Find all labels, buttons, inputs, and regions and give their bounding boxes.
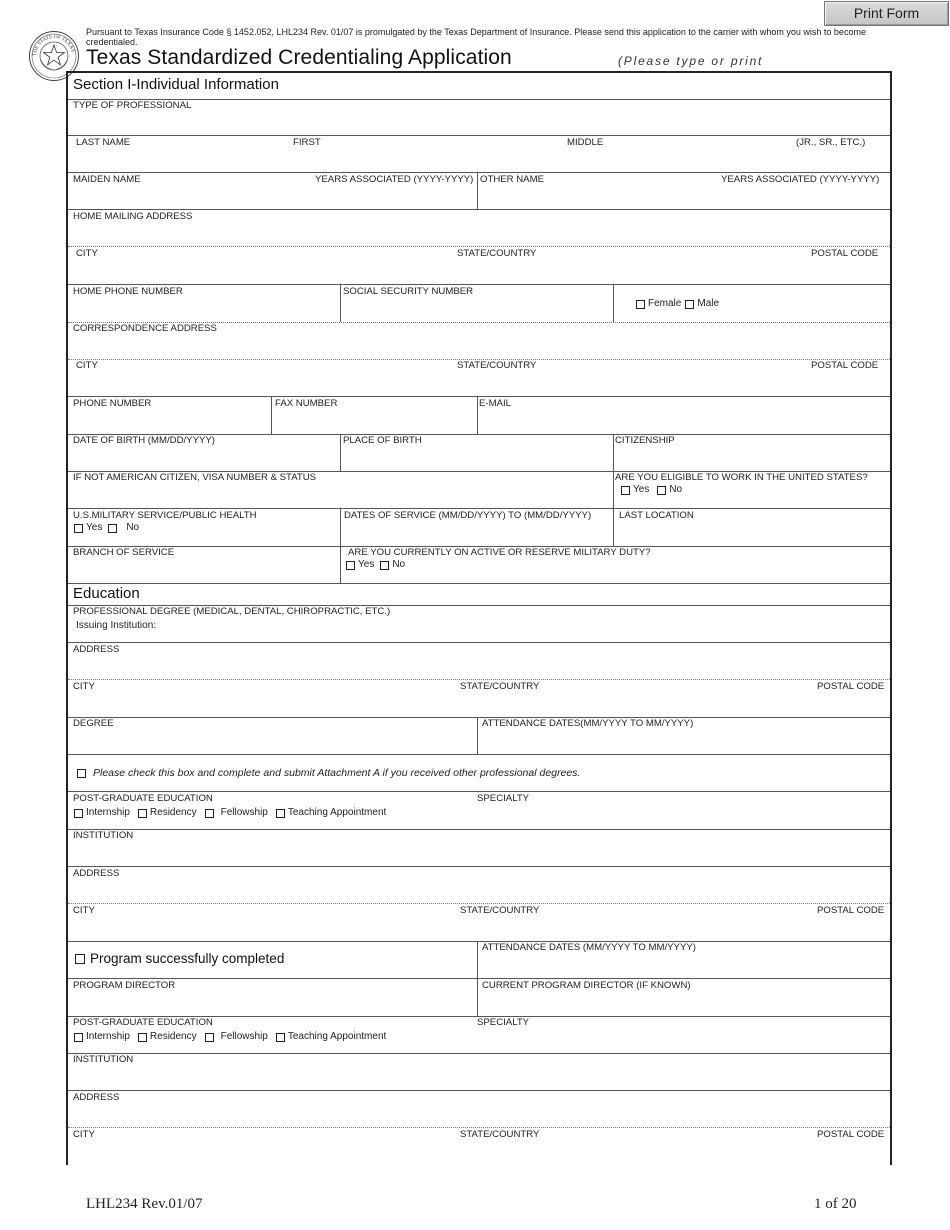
eligible-no-checkbox[interactable] xyxy=(657,486,666,495)
home-postal-code-field[interactable]: POSTAL CODE xyxy=(811,248,879,259)
type-of-professional-field[interactable]: TYPE OF PROFESSIONAL xyxy=(73,100,192,111)
degree-field[interactable]: DEGREE xyxy=(73,718,114,729)
divider xyxy=(68,508,890,509)
maiden-years-associated-field[interactable]: YEARS ASSOCIATED (YYYY-YYYY) xyxy=(315,174,474,185)
postgrad1-residency-checkbox[interactable] xyxy=(138,809,147,818)
gender-options xyxy=(636,298,719,310)
program-completed-option xyxy=(75,951,284,966)
active-duty-question: ARE YOU CURRENTLY ON ACTIVE OR RESERVE MILITARY DUTY? xyxy=(348,547,651,558)
issuing-institution-field[interactable]: Issuing Institution: xyxy=(76,620,157,631)
postgrad1-residency-label: Residency xyxy=(149,807,197,818)
postgrad2-institution-field[interactable]: INSTITUTION xyxy=(73,1054,134,1065)
eligible-to-work-options xyxy=(621,484,682,496)
attachment-a-text: Please check this box and complete and submit Attachment A if you received other professional degrees. xyxy=(93,767,581,779)
postgrad1-city-field[interactable]: CITY xyxy=(73,905,95,916)
degree-address-field[interactable]: ADDRESS xyxy=(73,644,120,655)
postgrad1-internship-label: Internship xyxy=(86,807,130,818)
divider xyxy=(477,396,478,434)
attachment-a-note xyxy=(77,767,580,779)
active-duty-no-label: No xyxy=(392,559,406,570)
divider xyxy=(68,1090,890,1091)
military-no-checkbox[interactable] xyxy=(108,524,117,533)
male-label: Male xyxy=(697,298,720,309)
military-service-question: U.S.MILITARY SERVICE/PUBLIC HEALTH xyxy=(73,510,257,521)
postgrad2-residency-checkbox[interactable] xyxy=(138,1033,147,1042)
postgrad2-city-field[interactable]: CITY xyxy=(73,1129,95,1140)
postgrad2-address-field[interactable]: ADDRESS xyxy=(73,1092,120,1103)
form-id: LHL234 Rev.01/07 xyxy=(86,1196,203,1212)
male-checkbox[interactable] xyxy=(685,300,694,309)
last-location-field[interactable]: LAST LOCATION xyxy=(619,510,694,521)
attachment-a-checkbox[interactable] xyxy=(77,769,86,778)
divider xyxy=(68,754,890,755)
home-phone-field[interactable]: HOME PHONE NUMBER xyxy=(73,286,183,297)
divider xyxy=(68,903,890,904)
current-program-director-field[interactable]: CURRENT PROGRAM DIRECTOR (IF KNOWN) xyxy=(482,980,691,991)
program-completed-checkbox[interactable] xyxy=(75,954,85,964)
print-form-button[interactable]: Print Form xyxy=(824,1,949,26)
home-state-country-field[interactable]: STATE/COUNTRY xyxy=(457,248,537,259)
divider xyxy=(68,172,890,173)
divider xyxy=(68,396,890,397)
postgrad1-specialty-field[interactable]: SPECIALTY xyxy=(477,793,530,804)
postgrad1-fellowship-checkbox[interactable] xyxy=(205,809,214,818)
professional-degree-field[interactable]: PROFESSIONAL DEGREE (MEDICAL, DENTAL, CHIROPRACTIC, ETC.) xyxy=(73,606,391,617)
divider xyxy=(68,829,890,830)
degree-city-field[interactable]: CITY xyxy=(73,681,95,692)
place-of-birth-field[interactable]: PLACE OF BIRTH xyxy=(343,435,422,446)
maiden-name-field[interactable]: MAIDEN NAME xyxy=(73,174,141,185)
postgrad1-type-options xyxy=(74,807,386,819)
divider xyxy=(68,679,890,680)
divider xyxy=(68,717,890,718)
program-director-field[interactable]: PROGRAM DIRECTOR xyxy=(73,980,176,991)
citizenship-field[interactable]: CITIZENSHIP xyxy=(615,435,675,446)
eligible-to-work-question: ARE YOU ELIGIBLE TO WORK IN THE UNITED STATES? xyxy=(615,472,868,483)
postgrad1-postal-code-field[interactable]: POSTAL CODE xyxy=(817,905,885,916)
postgrad2-type-options xyxy=(74,1031,386,1043)
postgrad1-institution-field[interactable]: INSTITUTION xyxy=(73,830,134,841)
section1-heading: Section I-Individual Information xyxy=(73,76,279,93)
degree-attendance-dates-field[interactable]: ATTENDANCE DATES(MM/YYYY TO MM/YYYY) xyxy=(482,718,694,729)
name-suffix-field[interactable]: (JR., SR., ETC.) xyxy=(796,137,866,148)
ssn-field[interactable]: SOCIAL SECURITY NUMBER xyxy=(343,286,474,297)
divider xyxy=(613,284,614,322)
postgrad2-postal-code-field[interactable]: POSTAL CODE xyxy=(817,1129,885,1140)
first-name-field[interactable]: FIRST xyxy=(293,137,321,148)
divider xyxy=(68,791,890,792)
active-duty-yes-checkbox[interactable] xyxy=(346,561,355,570)
divider xyxy=(477,717,478,754)
divider xyxy=(613,434,614,471)
eligible-yes-label: Yes xyxy=(633,484,650,495)
divider xyxy=(68,583,890,584)
military-no-label: No xyxy=(126,522,140,533)
eligible-no-label: No xyxy=(669,484,683,495)
credentialing-form xyxy=(66,71,892,1165)
divider xyxy=(613,471,614,508)
education-heading: Education xyxy=(73,585,140,602)
divider xyxy=(68,135,890,136)
divider xyxy=(68,1127,890,1128)
visa-number-status-field[interactable]: IF NOT AMERICAN CITIZEN, VISA NUMBER & STATUS xyxy=(73,472,317,483)
eligible-yes-checkbox[interactable] xyxy=(621,486,630,495)
divider xyxy=(68,978,890,979)
postgrad2-residency-label: Residency xyxy=(149,1031,197,1042)
middle-name-field[interactable]: MIDDLE xyxy=(567,137,604,148)
postgrad2-teaching-label: Teaching Appointment xyxy=(287,1031,387,1042)
postgrad1-teaching-label: Teaching Appointment xyxy=(287,807,387,818)
active-duty-no-checkbox[interactable] xyxy=(380,561,389,570)
active-duty-options xyxy=(346,559,405,571)
other-name-field[interactable]: OTHER NAME xyxy=(480,174,544,185)
military-yes-checkbox[interactable] xyxy=(74,524,83,533)
dates-of-service-field[interactable]: DATES OF SERVICE (MM/DD/YYYY) TO (MM/DD/YYYY) xyxy=(344,510,592,521)
divider xyxy=(68,284,890,285)
divider xyxy=(68,246,890,247)
phone-field[interactable]: PHONE NUMBER xyxy=(73,398,152,409)
branch-of-service-field[interactable]: BRANCH OF SERVICE xyxy=(73,547,175,558)
postgrad2-internship-checkbox[interactable] xyxy=(74,1033,83,1042)
divider xyxy=(271,396,272,434)
postgrad1-attendance-dates-field[interactable]: ATTENDANCE DATES (MM/YYYY TO MM/YYYY) xyxy=(482,942,696,953)
other-years-associated-field[interactable]: YEARS ASSOCIATED (YYYY-YYYY) xyxy=(721,174,880,185)
degree-state-country-field[interactable]: STATE/COUNTRY xyxy=(460,681,540,692)
postgrad2-state-country-field[interactable]: STATE/COUNTRY xyxy=(460,1129,540,1140)
active-duty-yes-label: Yes xyxy=(358,559,375,570)
date-of-birth-field[interactable]: DATE OF BIRTH (MM/DD/YYYY) xyxy=(73,435,215,446)
legal-notice: Pursuant to Texas Insurance Code § 1452.052, LHL234 Rev. 01/07 is promulgated by the Texas Department of Insurance. Please send this application to the carrier with whom you wish to become credentialed. xyxy=(86,27,866,47)
postgrad2-internship-label: Internship xyxy=(86,1031,130,1042)
divider xyxy=(68,1053,890,1054)
postgrad2-fellowship-label: Fellowship xyxy=(220,1031,268,1042)
postgrad2-fellowship-checkbox[interactable] xyxy=(205,1033,214,1042)
last-name-field[interactable]: LAST NAME xyxy=(76,137,131,148)
divider xyxy=(68,209,890,210)
divider xyxy=(613,508,614,546)
postgrad2-teaching-checkbox[interactable] xyxy=(276,1033,285,1042)
military-yes-label: Yes xyxy=(86,522,103,533)
degree-postal-code-field[interactable]: POSTAL CODE xyxy=(817,681,885,692)
correspondence-postal-code-field[interactable]: POSTAL CODE xyxy=(811,360,879,371)
military-service-options xyxy=(74,522,139,534)
document-title: Texas Standardized Credentialing Application xyxy=(86,46,512,69)
svg-text:THE STATE OF TEXAS: THE STATE OF TEXAS xyxy=(31,33,76,57)
type-or-print-instruction: (Please type or print xyxy=(618,54,764,68)
postgrad1-label: POST-GRADUATE EDUCATION xyxy=(73,793,213,804)
home-city-field[interactable]: CITY xyxy=(76,248,98,259)
divider xyxy=(68,941,890,942)
divider xyxy=(477,172,478,209)
email-field[interactable]: E-MAIL xyxy=(479,398,511,409)
postgrad1-address-field[interactable]: ADDRESS xyxy=(73,868,120,879)
postgrad1-fellowship-label: Fellowship xyxy=(220,807,268,818)
postgrad1-state-country-field[interactable]: STATE/COUNTRY xyxy=(460,905,540,916)
female-label: Female xyxy=(648,298,682,309)
correspondence-address-field[interactable]: CORRESPONDENCE ADDRESS xyxy=(73,323,217,334)
postgrad1-teaching-checkbox[interactable] xyxy=(276,809,285,818)
postgrad2-label: POST-GRADUATE EDUCATION xyxy=(73,1017,213,1028)
divider xyxy=(68,866,890,867)
divider xyxy=(340,434,341,471)
postgrad1-internship-checkbox[interactable] xyxy=(74,809,83,818)
correspondence-city-field[interactable]: CITY xyxy=(76,360,98,371)
divider xyxy=(340,284,341,322)
fax-field[interactable]: FAX NUMBER xyxy=(275,398,338,409)
postgrad2-specialty-field[interactable]: SPECIALTY xyxy=(477,1017,530,1028)
program-completed-label: Program successfully completed xyxy=(90,951,285,966)
home-mailing-address-field[interactable]: HOME MAILING ADDRESS xyxy=(73,211,193,222)
correspondence-state-country-field[interactable]: STATE/COUNTRY xyxy=(457,360,537,371)
divider xyxy=(68,642,890,643)
female-checkbox[interactable] xyxy=(636,300,645,309)
page-number: 1 of 20 xyxy=(814,1196,857,1212)
